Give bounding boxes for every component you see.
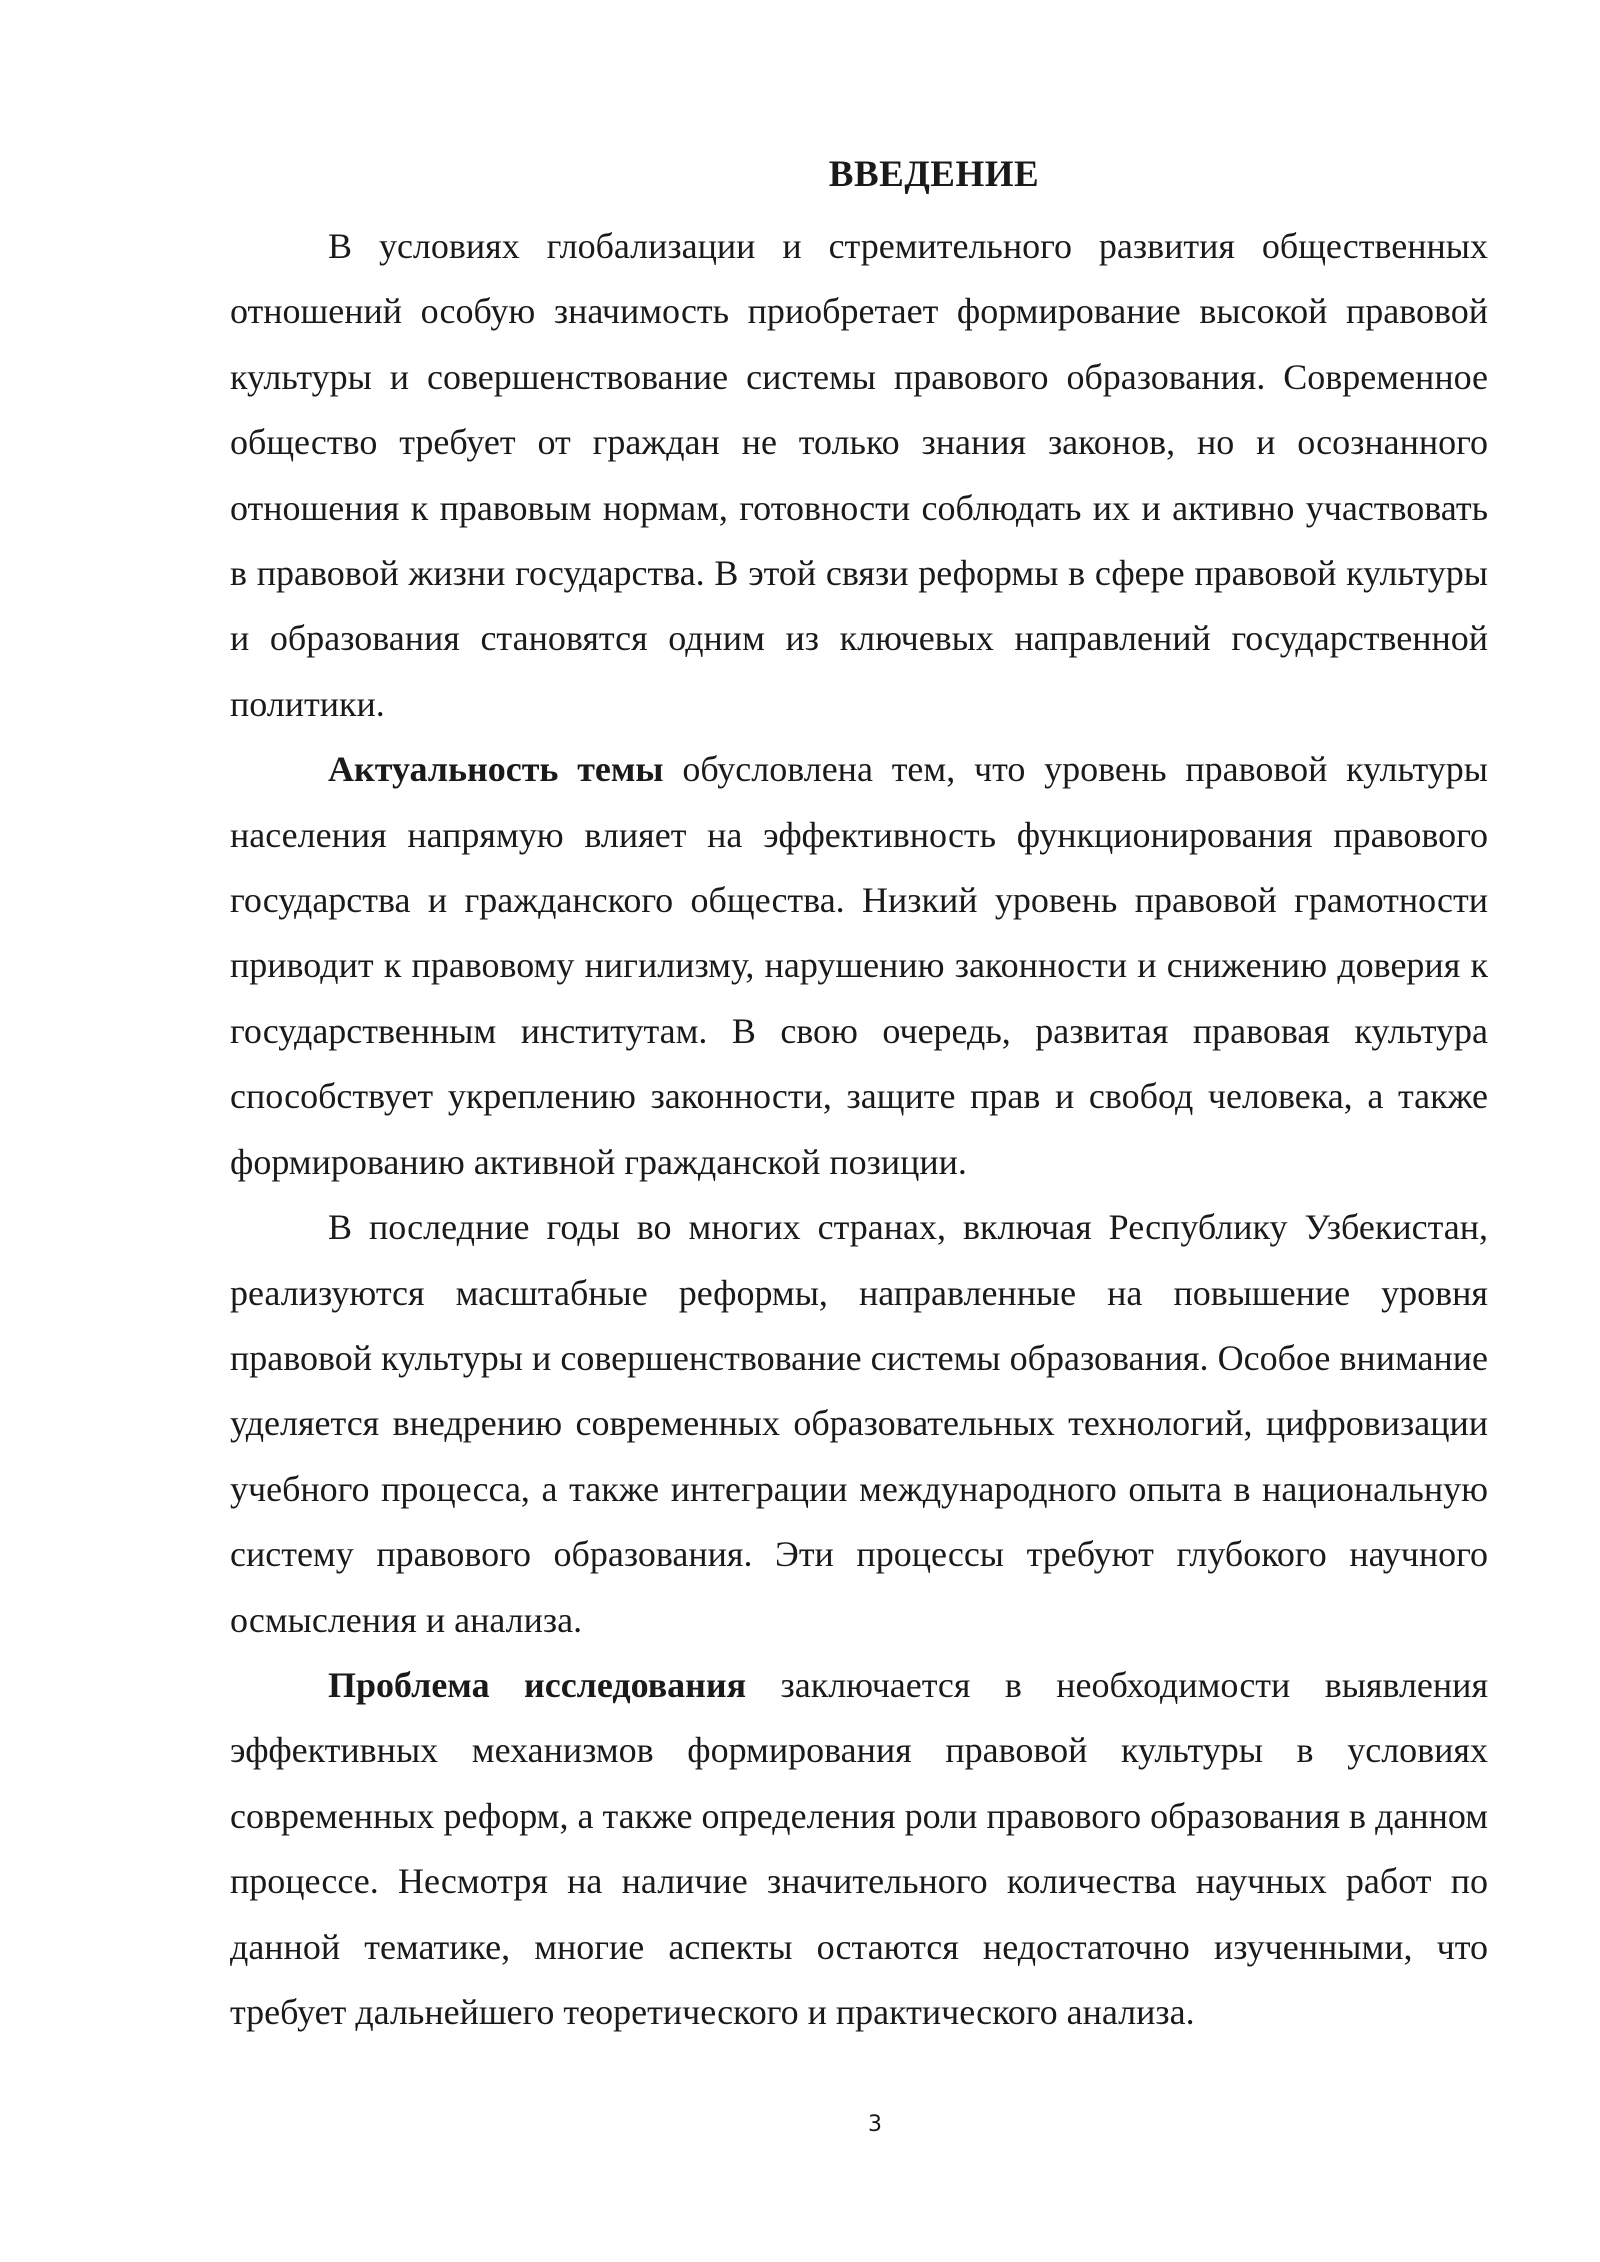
paragraph-relevance — [230, 737, 1488, 1195]
paragraph-text: обусловлена тем, что уровень правовой культуры населения напрямую влияет на эффективность функционирования правового государства и гражданского общества. Низкий уровень правовой грамотности приводит к правовому нигилизму, нарушению законности и снижению доверия к государственным институтам. В свою очередь, развитая правовая культура способствует укреплению законности, защите прав и свобод человека, а также формированию активной гражданской позиции. — [230, 749, 1488, 1182]
page-number: 3 — [868, 2112, 882, 2137]
paragraph-reforms — [230, 1195, 1488, 1653]
paragraph-intro — [230, 214, 1488, 737]
page-body — [230, 150, 1488, 2045]
paragraph-text: В условиях глобализации и стремительного развития общественных отношений особую значимость приобретает формирование высокой правовой культуры и совершенствование системы правового образования. Современное общество требует от граждан не только знания законов, но и осознанного отношения к правовым нормам, готовности соблюдать их и активно участвовать в правовой жизни государства. В этой связи реформы в сфере правовой культуры и образования становятся одним из ключевых направлений государственной политики. — [230, 226, 1488, 724]
paragraph-text: заключается в необходимости выявления эффективных механизмов формирования правовой культуры в условиях современных реформ, а также определения роли правового образования в данном процессе. Несмотря на наличие значительного количества научных работ по данной тематике, многие аспекты остаются недостаточно изученными, что требует дальнейшего теоретического и практического анализа. — [230, 1664, 1488, 2032]
paragraph-problem — [230, 1653, 1488, 2045]
paragraph-lead-relevance: Актуальность темы — [328, 749, 664, 790]
paragraph-lead-problem: Проблема исследования — [328, 1664, 747, 1705]
paragraph-text: В последние годы во многих странах, включая Республику Узбекистан, реализуются масштабные реформы, направленные на повышение уровня правовой культуры и совершенствование системы образования. Особое внимание уделяется внедрению современных образовательных технологий, цифровизации учебного процесса, а также интеграции международного опыта в национальную систему правового образования. Эти процессы требуют глубокого научного осмысления и анализа. — [230, 1207, 1488, 1640]
section-heading: ВВЕДЕНИЕ — [828, 154, 1040, 195]
